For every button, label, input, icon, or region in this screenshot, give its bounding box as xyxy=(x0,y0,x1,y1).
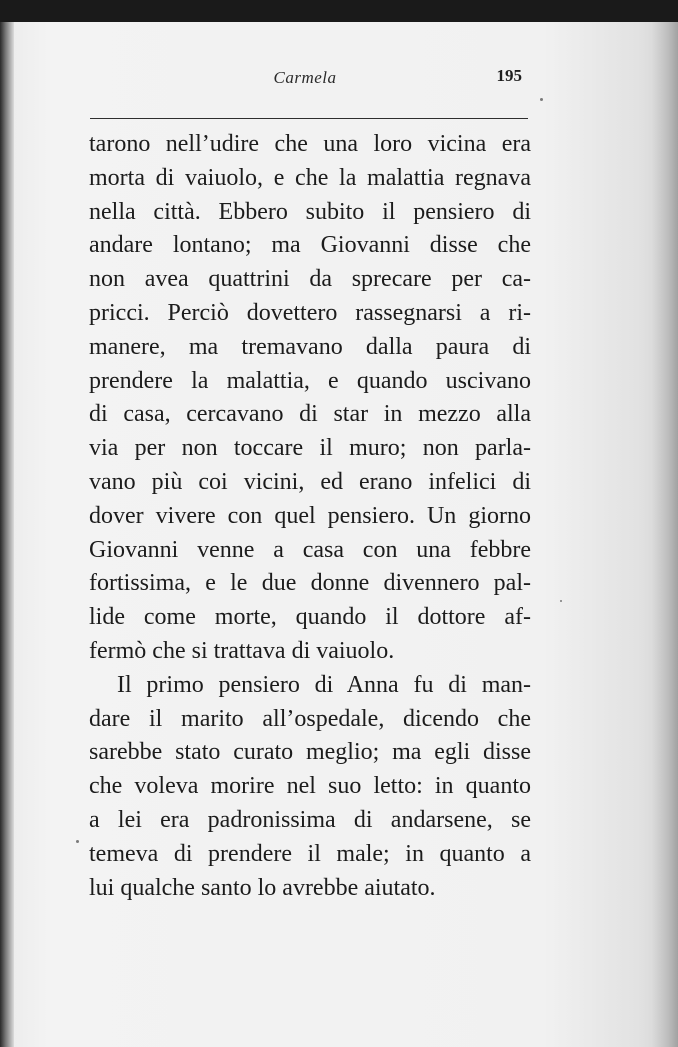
paragraph-2 xyxy=(89,669,531,906)
text-line: lui qualche santo lo avrebbe aiutato. xyxy=(89,874,436,901)
text-line: dover vivere con quel pensiero. Un giorno xyxy=(89,502,531,529)
running-title: Carmela xyxy=(273,68,337,87)
text-line: a lei era padronissima di andarsene, se xyxy=(89,806,531,833)
header-rule xyxy=(90,118,528,119)
body-text xyxy=(89,128,531,905)
text-line: dare il marito all’ospedale, dicendo che xyxy=(89,705,531,732)
text-line: tarono nell’udire che una loro vicina era xyxy=(89,131,531,157)
text-line: che voleva morire nel suo letto: in quanto xyxy=(89,773,531,800)
text-line: morta di vaiuolo, e che la malattia regnava xyxy=(89,164,531,191)
text-line: andare lontano; ma Giovanni disse che xyxy=(89,232,531,259)
text-line: sarebbe stato curato meglio; ma egli disse xyxy=(89,739,531,766)
text-line: pricci. Perciò dovettero rassegnarsi a ri- xyxy=(89,299,531,326)
text-line: di casa, cercavano di star in mezzo alla xyxy=(89,401,531,428)
text-line: via per non toccare il muro; non parla- xyxy=(89,435,531,462)
text-line: lide come morte, quando il dottore af- xyxy=(89,604,531,631)
binding-gutter-shadow xyxy=(0,22,14,1047)
page-number: 195 xyxy=(496,66,522,85)
paper-speck xyxy=(76,840,79,843)
text-line: Giovanni venne a casa con una febbre xyxy=(89,536,531,563)
text-line: fermò che si trattava di vaiuolo. xyxy=(89,637,395,664)
text-line: temeva di prendere il male; in quanto a xyxy=(89,840,531,867)
paper-speck xyxy=(540,98,543,101)
text-line: vano più coi vicini, ed erano infelici di xyxy=(89,468,531,495)
text-line: fortissima, e le due donne divennero pal- xyxy=(89,570,531,597)
page-edge-shadow xyxy=(652,22,678,1047)
text-line: manere, ma tremavano dalla paura di xyxy=(89,333,531,360)
text-line: non avea quattrini da sprecare per ca- xyxy=(89,266,531,293)
text-line: nella città. Ebbero subito il pensiero di xyxy=(89,198,531,225)
text-line: prendere la malattia, e quando uscivano xyxy=(89,367,531,394)
paragraph-1 xyxy=(89,128,531,669)
paper-speck xyxy=(560,600,562,602)
text-line: Il primo pensiero di Anna fu di man- xyxy=(117,671,531,698)
page-header xyxy=(80,64,530,98)
